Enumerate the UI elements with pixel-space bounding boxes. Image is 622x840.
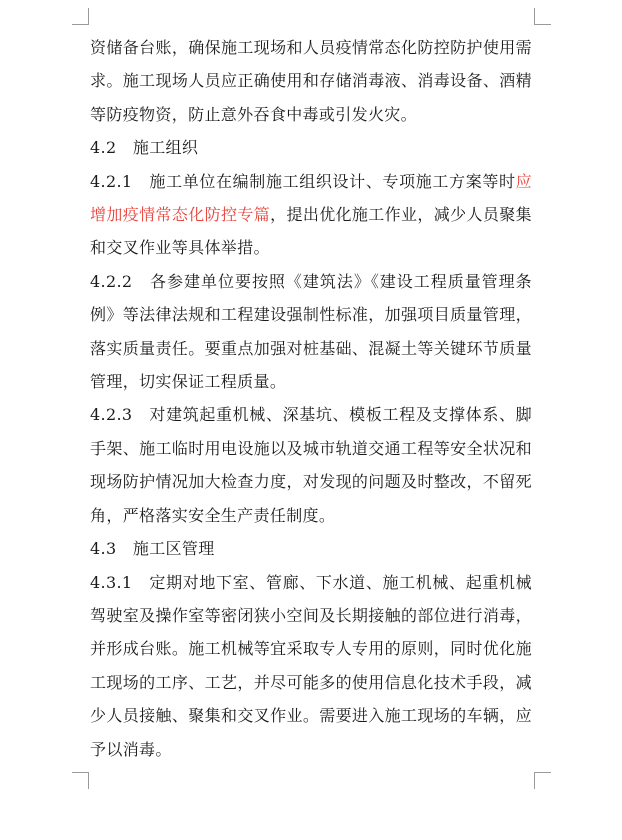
crop-mark-bottom-right	[534, 772, 551, 789]
clause-number: 4.2.3	[90, 405, 133, 425]
clause-text: 对建筑起重机械、深基坑、模板工程及支撑体系、脚手架、施工临时用电设施以及城市轨道交通工程等安全状况和现场防护情况加大检查力度，对发现的问题及时整改，不留死角，严格落实安全生产责任制度。	[90, 405, 532, 525]
document-body	[90, 31, 532, 766]
section-heading-4-3: 4.3 施工区管理	[90, 539, 215, 559]
clause-number: 4.2.1	[90, 171, 133, 191]
clause-number: 4.3.1	[90, 572, 133, 592]
clause-4-2-1	[90, 165, 532, 265]
clause-text-after: ，提出优化施工作业，减少人员聚集和交叉作业等具体举措。	[90, 205, 532, 258]
crop-mark-top-right	[534, 8, 551, 25]
crop-mark-top-left	[72, 8, 89, 25]
clause-text: 定期对地下室、管廊、下水道、施工机械、起重机械驾驶室及操作室等密闭狭小空间及长期接触的部位进行消毒，并形成台账。施工机械等宜采取专人专用的原则，同时优化施工现场的工序、工艺，并尽可能多的使用信息化技术手段，减少人员接触、聚集和交叉作业。需要进入施工现场的车辆，应予以消毒。	[90, 572, 532, 759]
clause-4-2-2	[90, 265, 532, 399]
section-heading-4-2: 4.2 施工组织	[90, 138, 199, 158]
clause-text: 各参建单位要按照《建筑法》《建设工程质量管理条例》等法律法规和工程建设强制性标准，加强项目质量管理，落实质量责任。要重点加强对桩基础、混凝土等关键环节质量管理，切实保证工程质量。	[90, 271, 532, 392]
crop-mark-bottom-left	[72, 772, 89, 789]
clause-text: 施工单位在编制施工组织设计、专项施工方案等时	[149, 171, 516, 191]
clause-4-3-1	[90, 566, 532, 766]
paragraph-continuation: 资储备台账，确保施工现场和人员疫情常态化防控防护使用需求。施工现场人员应正确使用和存储消毒液、消毒设备、酒精等防疫物资，防止意外吞食中毒或引发火灾。	[90, 38, 532, 124]
clause-number: 4.2.2	[90, 271, 133, 291]
clause-4-2-3	[90, 398, 532, 532]
highlighted-text: 应增加疫情常态化防控专篇	[90, 171, 532, 225]
